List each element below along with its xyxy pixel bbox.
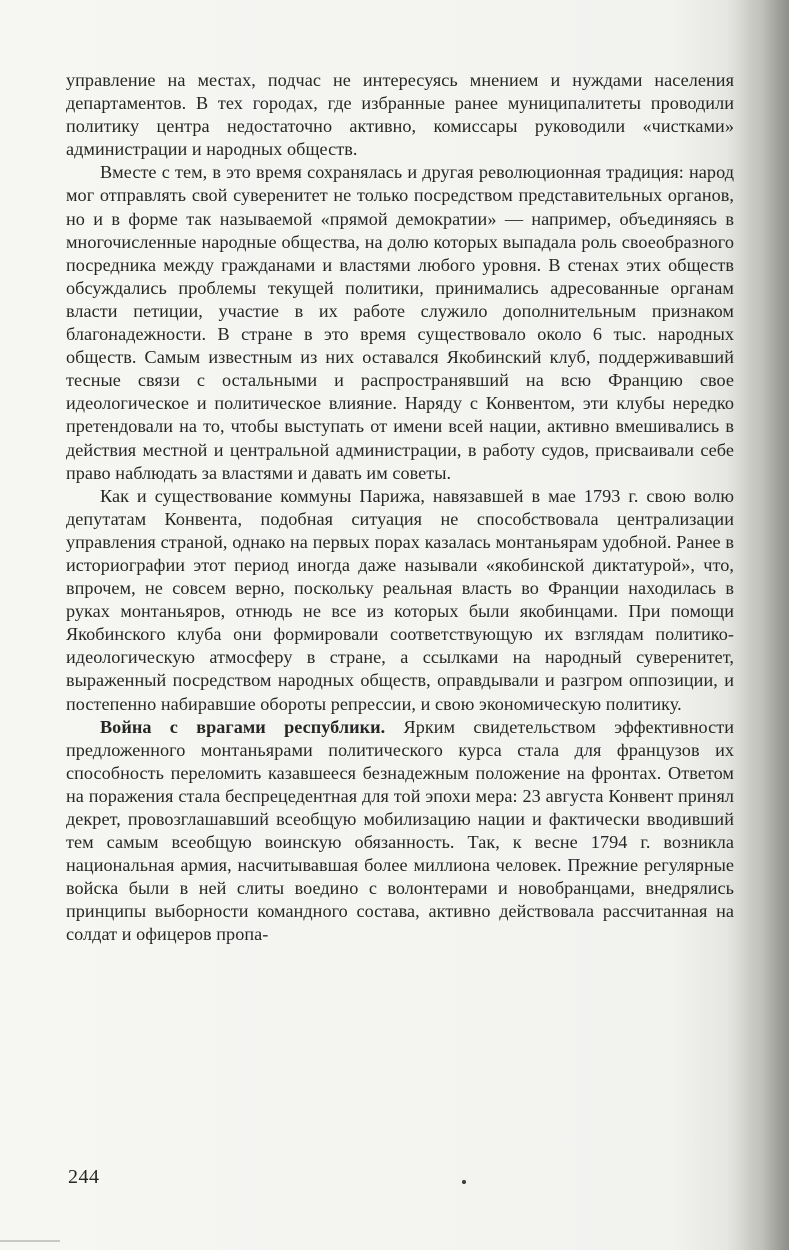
section-heading-war: Война с врагами республики. [100, 716, 386, 737]
edge-line [0, 1240, 60, 1242]
paragraph-2: Вместе с тем, в это время сохранялась и другая революционная традиция: народ мог отправлять свой суверенитет не только посредством представительных органов, но и в форме так называемой «прямой демократии» — например, объединяясь в многочисленные народные общества, на долю которых выпадала роль своеобразного посредника между гражданами и властями любого уровня. В стенах этих обществ обсуждались проблемы текущей политики, принимались адресованные органам власти петиции, участие в их работе служило дополнительным признаком благонадежности. В стране в это время существовало около 6 тыс. народных обществ. Самым известным из них оставался Якобинский клуб, поддерживавший тесные связи с остальными и распространявший на всю Францию свое идеологическое и политическое влияние. Наряду с Конвентом, эти клубы нередко претендовали на то, чтобы выступать от имени всей нации, активно вмешивались в действия местной и центральной администрации, в работу судов, присваивали себе право наблюдать за властями и давать им советы. [66, 162, 734, 483]
paragraph-1: управление на местах, подчас не интересуясь мнением и нуждами населения департаментов. В тех городах, где избранные ранее муниципалитеты проводили политику центра недостаточно активно, комиссары руководили «чистками» администрации и народных обществ. [66, 70, 734, 160]
paragraph-3: Как и существование коммуны Парижа, навязавшей в мае 1793 г. свою волю депутатам Конвента, подобная ситуация не способствовала централизации управления страной, однако на первых порах казалась монтаньярам удобной. Ранее в историографии этот период иногда даже называли «якобинской диктатурой», что, впрочем, не совсем верно, поскольку реальная власть во Франции находилась в руках монтаньяров, отнюдь не все из которых были якобинцами. При помощи Якобинского клуба они формировали соответствующую их взглядам политико-идеологическую атмосферу в стране, а ссылками на народный суверенитет, выраженный посредством народных обществ, оправдывали и разгром оппозиции, и постепенно набиравшие обороты репрессии, и свою экономическую политику. [66, 485, 734, 714]
page-number: 244 [68, 1166, 100, 1188]
binding-shadow [741, 0, 789, 1250]
paragraph-4-text: Ярким свидетельством эффективности предложенного монтаньярами политического курса стала для французов их способность переломить казавшееся безнадежным положение на фронтах. Ответом на поражения стала беспрецедентная для той эпохи мера: 23 августа Конвент принял декрет, провозглашавший всеобщую мобилизацию нации и фактически вводивший тем самым всеобщую воинскую обязанность. Так, к весне 1794 г. возникла национальная армия, насчитывавшая более миллиона человек. Прежние регулярные войска были в ней слиты воедино с волонтерами и новобранцами, внедрялись принципы выборности командного состава, активно действовала рассчитанная на солдат и офицеров пропа- [66, 716, 734, 945]
paragraph-4 [66, 716, 734, 947]
printer-dot [462, 1180, 466, 1184]
body-text [66, 69, 734, 947]
